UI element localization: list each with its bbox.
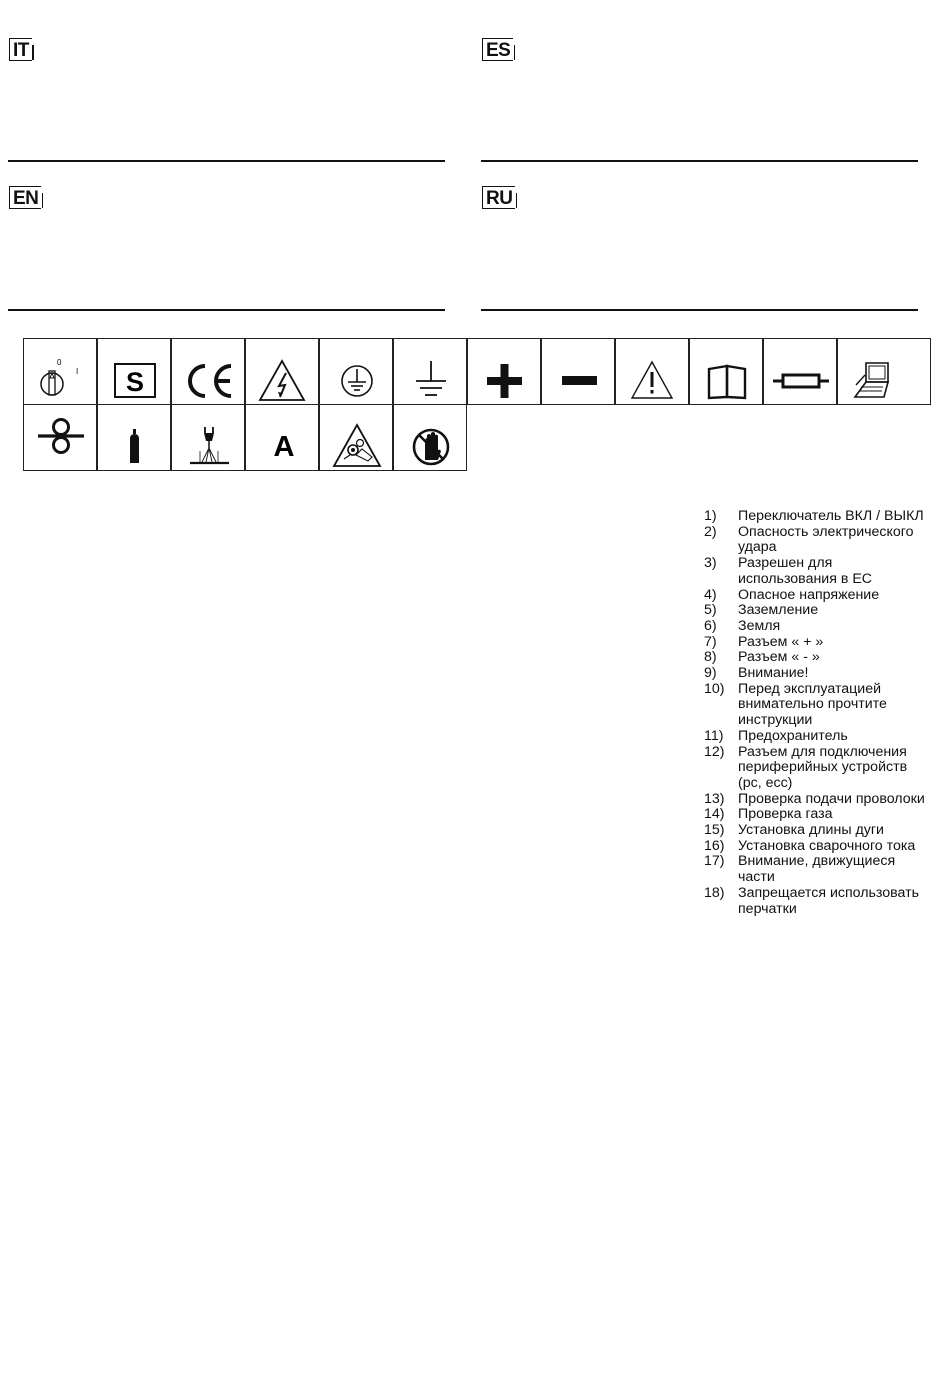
legend-text: Разрешен для использования в ЕС: [738, 555, 873, 587]
legend-text: Заземление: [738, 602, 819, 619]
high-voltage-icon: [246, 339, 320, 406]
symbol-cell-14: [97, 404, 171, 471]
symbol-cell-12: [837, 338, 931, 405]
legend-text: Запрещается использовать перчатки: [738, 884, 919, 917]
legend-item: [704, 839, 934, 855]
read-manual-icon: [690, 339, 764, 406]
no-gloves-icon: [394, 405, 468, 472]
legend-item: [704, 650, 934, 666]
symbol-cell-9: [615, 338, 689, 405]
symbol-cell-13: [23, 404, 97, 471]
legend-text: Внимание!: [738, 665, 809, 682]
minus-terminal-icon: [542, 339, 616, 406]
symbol-cell-11: [763, 338, 837, 405]
legend-number: 9): [704, 665, 717, 682]
legend-text: Установка длины дуги: [738, 822, 884, 839]
legend-number: 18): [704, 884, 725, 901]
legend-number: 4): [704, 586, 717, 603]
legend-item: [704, 792, 934, 808]
legend-number: 13): [704, 790, 725, 807]
legend-number: 8): [704, 649, 717, 666]
legend-text: Перед эксплуатацией внимательно прочтите инструкции: [738, 680, 887, 729]
legend-text: Опасное напряжение: [738, 586, 880, 603]
section-divider: [8, 160, 445, 162]
legend-number: 16): [704, 837, 725, 854]
gas-cylinder-icon: [98, 405, 172, 472]
legend-item: [704, 525, 934, 556]
legend-item: [704, 635, 934, 651]
svg-text:A: A: [273, 431, 295, 463]
legend-item: [704, 823, 934, 839]
legend-number: 12): [704, 743, 725, 760]
legend-item: [704, 886, 934, 917]
symbol-cell-10: [689, 338, 763, 405]
legend-number: 3): [704, 555, 717, 572]
symbol-cell-15: [171, 404, 245, 471]
legend-item: [704, 509, 934, 525]
legend-number: 7): [704, 633, 717, 650]
legend-item: [704, 854, 934, 885]
legend-item: [704, 745, 934, 792]
plus-terminal-icon: [468, 339, 542, 406]
symbol-cell-17: [319, 404, 393, 471]
symbol-cell-18: [393, 404, 467, 471]
symbol-cell-16: [245, 404, 319, 471]
wire-feed-rollers-icon: [24, 405, 98, 472]
symbol-cell-5: [319, 338, 393, 405]
symbol-legend: [704, 509, 934, 917]
legend-number: 1): [704, 508, 717, 524]
welding-torch-arc-icon: [172, 405, 246, 472]
ampere-icon: [246, 405, 320, 472]
legend-text: Переключатель ВКЛ / ВЫКЛ: [738, 508, 924, 524]
legend-item: [704, 603, 934, 619]
section-tag-en: EN: [9, 186, 41, 209]
warning-icon: [616, 339, 690, 406]
laptop-connection-icon: [838, 339, 912, 406]
s-mark-icon: [98, 339, 172, 406]
section-divider: [481, 309, 918, 311]
legend-number: 15): [704, 822, 725, 839]
section-divider: [8, 309, 445, 311]
ground-icon: [394, 339, 468, 406]
legend-item: [704, 588, 934, 604]
legend-text: Проверка подачи проволоки: [738, 790, 925, 807]
symbol-cell-8: [541, 338, 615, 405]
legend-text: Внимание, движущиеся части: [738, 853, 896, 886]
section-tag-es: ES: [482, 38, 513, 61]
legend-text: Опасность электрического удара: [738, 523, 914, 556]
legend-text: Разъем « + »: [738, 633, 824, 650]
legend-text: Проверка газа: [738, 806, 833, 823]
svg-text:S: S: [125, 367, 145, 397]
legend-item: [704, 807, 934, 823]
legend-item: [704, 666, 934, 682]
legend-text: Земля: [738, 617, 781, 634]
section-tag-it: IT: [9, 38, 32, 61]
symbol-cell-4: [245, 338, 319, 405]
section-divider: [481, 160, 918, 162]
legend-text: Установка сварочного тока: [738, 837, 916, 854]
moving-parts-warning-icon: [320, 405, 394, 472]
symbol-cell-2: [97, 338, 171, 405]
symbol-cell-6: [393, 338, 467, 405]
legend-text: Разъем « - »: [738, 649, 820, 666]
fuse-icon: [764, 339, 838, 406]
ce-mark-icon: [172, 339, 246, 406]
svg-text:I: I: [76, 367, 79, 376]
legend-text: Разъем для подключения периферийных устройств (pc, ecc): [738, 743, 908, 791]
symbol-cell-1: [23, 338, 97, 405]
legend-number: 2): [704, 523, 717, 540]
legend-item: [704, 682, 934, 729]
symbol-cell-3: [171, 338, 245, 405]
legend-item: [704, 729, 934, 745]
protective-earth-icon: [320, 339, 394, 406]
section-tag-ru: RU: [482, 186, 515, 209]
legend-number: 11): [704, 727, 724, 744]
legend-item: [704, 556, 934, 587]
on-off-switch-icon: [24, 339, 98, 406]
legend-number: 14): [704, 806, 725, 823]
legend-item: [704, 619, 934, 635]
legend-number: 5): [704, 602, 717, 619]
legend-number: 10): [704, 680, 725, 697]
symbol-cell-7: [467, 338, 541, 405]
svg-text:0: 0: [57, 358, 62, 367]
legend-number: 6): [704, 617, 717, 634]
legend-text: Предохранитель: [738, 727, 848, 744]
legend-number: 17): [704, 853, 725, 870]
